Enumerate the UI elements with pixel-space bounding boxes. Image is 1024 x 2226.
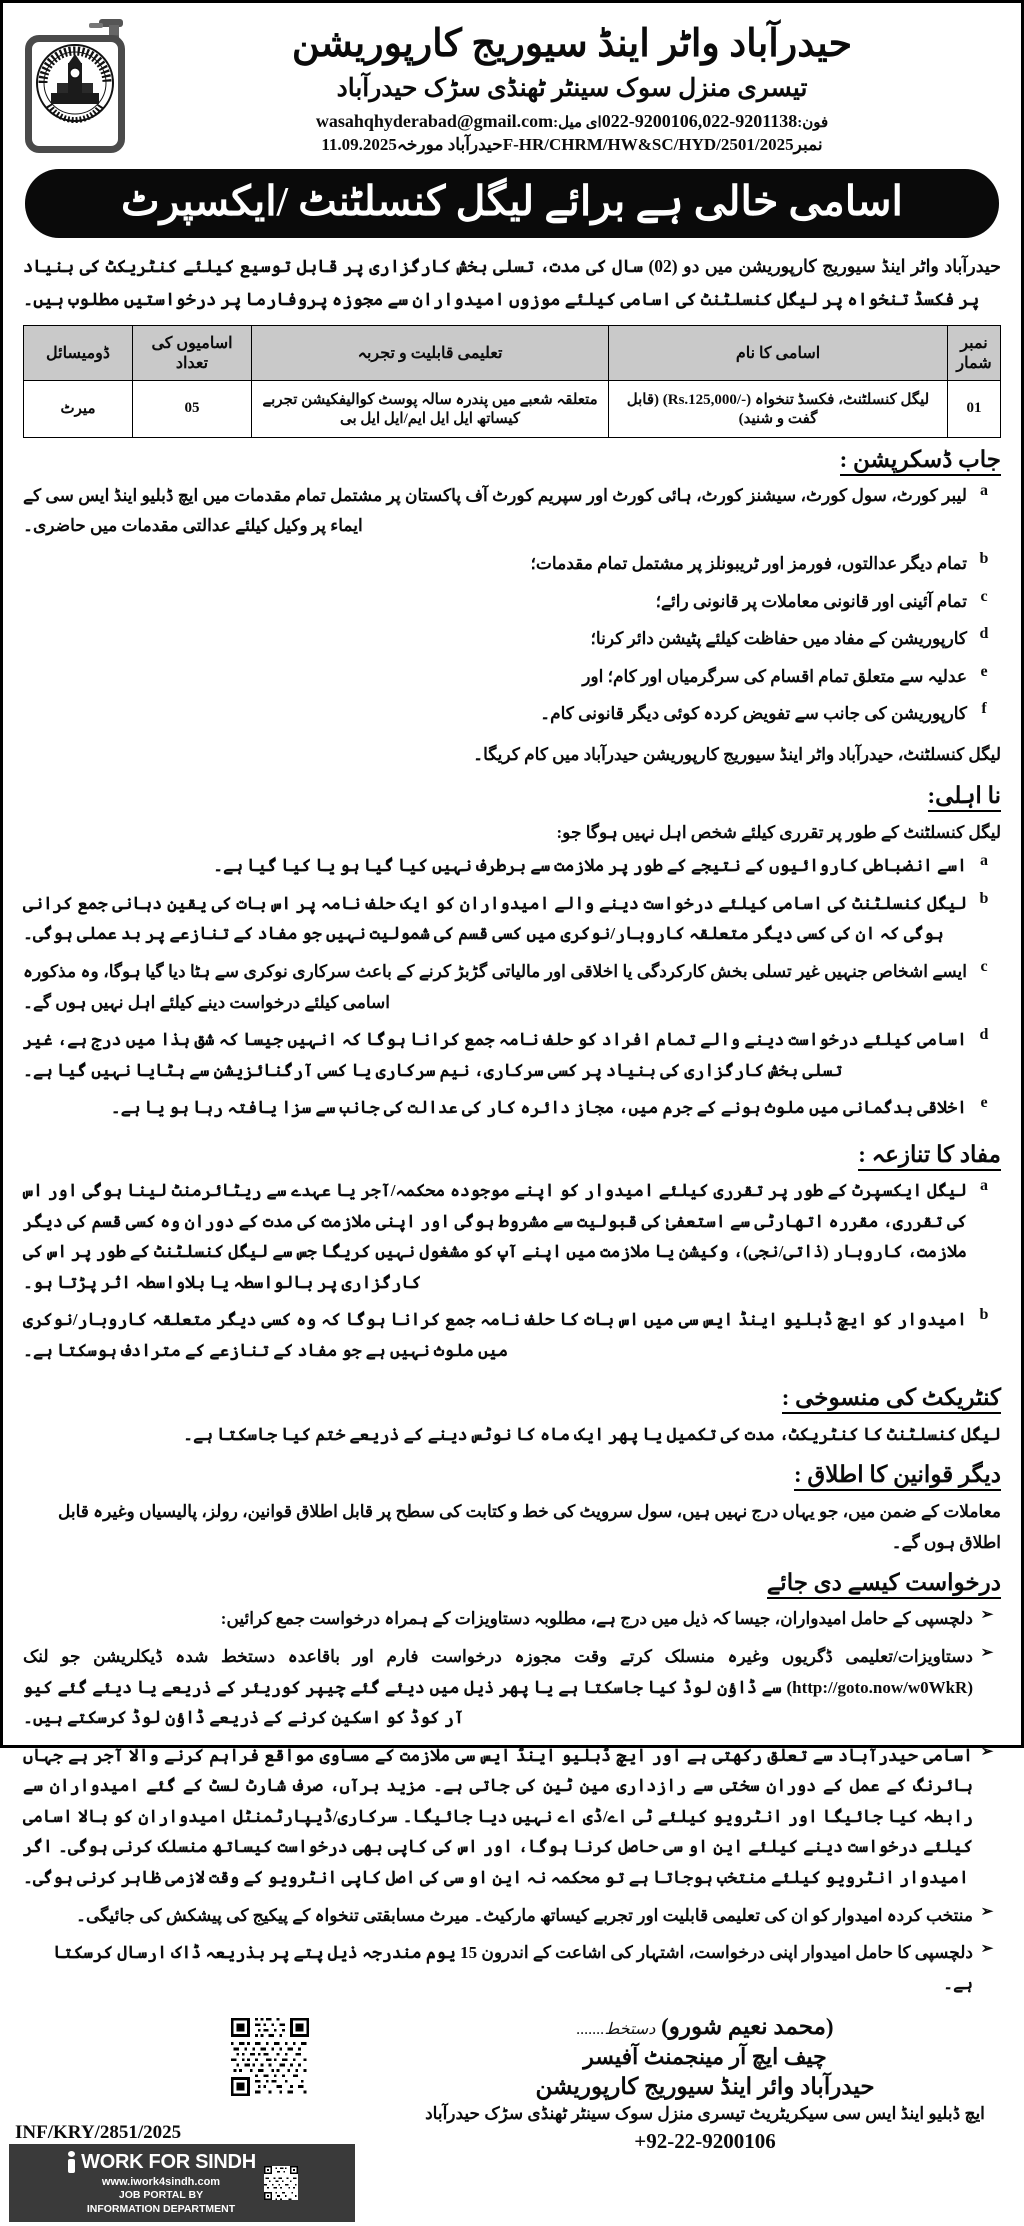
introduction-paragraph: حیدرآباد واٹر اینڈ سیوریج کارپوریشن میں دو (02) سال کی مدت، تسلی بخش کارگزاری پر قابل توسیع کیلئے کنٹریکٹ کی بنیاد پر فکسڈ تنخواہ پر لیگل کنسلٹنٹ کی اسامی کیلئے موزوں امیدواران سے مجوزہ پروفارما پر درخواستیں مطلوب ہیں۔ xyxy=(23,256,1001,309)
column-header-domicile: ڈومیسائل xyxy=(24,325,133,380)
list-item xyxy=(23,1741,1001,1894)
list-item-text: کارپوریشن کے مفاد میں حفاظت کیلئے پٹیشن دائر کرنا؛ xyxy=(590,629,967,649)
job-description-closing: لیگل کنسلٹنٹ، حیدرآباد واٹر اینڈ سیوریج کارپوریشن حیدرآباد میں کام کریگا۔ xyxy=(473,745,1001,765)
cell-post: لیگل کنسلٹنٹ، فکسڈ تنخواہ (-/Rs.125,000) (قابل گفت و شنید) xyxy=(609,380,948,437)
cell-domicile: میرٹ xyxy=(24,380,133,437)
contact-line xyxy=(19,111,1005,132)
signature-block xyxy=(405,2014,1005,2154)
list-item-text: دلچسپی کا حامل امیدوار اپنی درخواست، اشتہار کی اشاعت کے اندرون 15 یوم مندرجہ ذیل پتے پر بذریعہ ڈاک ارسال کرسکتا ہے۔ xyxy=(53,1943,973,1993)
list-item xyxy=(23,957,1001,1018)
list-item xyxy=(23,889,1001,950)
organization-address: تیسری منزل سوک سینٹر ٹھنڈی سڑک حیدرآباد xyxy=(336,74,808,102)
list-item xyxy=(23,481,1001,542)
column-header-sr: نمبر شمار xyxy=(948,325,1001,380)
reference-label: نمبر xyxy=(793,135,823,154)
iwork-logo-icon xyxy=(66,2151,77,2173)
work-for-sindh-qr-code[interactable] xyxy=(264,2166,298,2200)
list-item-text: لیگل کنسلٹنٹ کی اسامی کیلئے درخواست دینے والے امیدواران کو ایک حلف نامہ پر اس بات کی یقین دہانی جمع کرانی ہوگی کہ ان کی کسی دیگر متعلقہ کاروبار/نوکری میں کسی قسم کی شمولیت نہیں جو مفاد کے تنازعے پر بد عملی ہوگی۔ xyxy=(23,893,967,944)
list-item xyxy=(23,851,1001,882)
list-item xyxy=(23,1093,1001,1124)
job-description-list xyxy=(9,481,1015,739)
section-heading-conflict-of-interest: مفاد کا تنازعہ : xyxy=(9,1142,1015,1171)
list-item-text: لیبر کورٹ، سول کورٹ، سیشنز کورٹ، ہائی کورٹ اور سپریم کورٹ آف پاکستان پر مشتمل تمام مقدمات میں ایچ ڈبلیو اینڈ ایس سی کے ایماء پر وکیل کیلئے عدالتی مقدمات میں حاضری۔ xyxy=(23,485,967,536)
clock-tower-seal-icon xyxy=(35,43,115,123)
column-header-post: اسامی کا نام xyxy=(609,325,948,380)
list-item-text: تمام دیگر عدالتوں، فورمز اور ٹریبونلز پر مشتمل تمام مقدمات؛ xyxy=(530,554,967,574)
inf-reference-code: INF/KRY/2851/2025 xyxy=(15,2122,182,2144)
work-for-sindh-sub2: INFORMATION DEPARTMENT xyxy=(86,2202,236,2215)
list-item-text: منتخب کردہ امیدوار کو ان کی تعلیمی قابلیت اور تجربے کیساتھ مارکیٹ۔ میرٹ مسابقتی تنخواہ کے پیکیج کی پیشکش کی جائیگی۔ xyxy=(75,1905,973,1925)
issue-date: 11.09.2025 xyxy=(321,135,397,154)
vacancy-table xyxy=(23,325,1001,438)
phone-numbers: 022-9200106,022-9201138 xyxy=(601,111,798,131)
footer xyxy=(9,2014,1015,2226)
list-item-text: تمام آئینی اور قانونی معاملات پر قانونی رائے؛ xyxy=(655,591,967,611)
signatory-role: چیف ایچ آر مینجمنٹ آفیسر xyxy=(583,2044,827,2070)
list-marker: d xyxy=(979,1026,989,1044)
signatory-address: ایچ ڈبلیو اینڈ ایس سی سیکریٹریٹ تیسری منزل سوک سینٹر ٹھنڈی سڑک حیدرآباد xyxy=(425,2104,985,2124)
work-for-sindh-title: WORK FOR SINDH xyxy=(81,2150,256,2173)
list-item xyxy=(23,1642,1001,1734)
list-marker: a xyxy=(980,852,988,870)
list-marker: f xyxy=(981,700,987,718)
signature-name-line xyxy=(405,2014,1005,2040)
email-label: ای میل: xyxy=(553,115,602,131)
arrow-bullet-icon: ➢ xyxy=(980,1941,994,1958)
cell-sr: 01 xyxy=(948,380,1001,437)
reference-number: F-HR/CHRM/HW&SC/HYD/2501/2025 xyxy=(502,135,794,154)
conflict-of-interest-list xyxy=(9,1176,1015,1376)
list-item-text: کارپوریشن کی جانب سے تفویض کردہ کوئی دیگر قانونی کام۔ xyxy=(540,704,967,724)
other-laws-text: معاملات کے ضمن میں، جو یہاں درج نہیں ہیں، سول سرویٹ کی خط و کتابت کی سطح پر قابل اطلاق قوانین، رولز، پالیسیاں وغیرہ قابل اطلاق ہوں گے۔ xyxy=(57,1502,1001,1552)
list-marker: e xyxy=(980,1094,988,1112)
list-item xyxy=(23,662,1001,693)
list-item-text: اسامی کیلئے درخواست دینے والے تمام افراد کو حلف نامہ جمع کرانا ہوگا کہ انہیں جیسا کہ شق ہذا میں درج ہے، غیر تسلی بخش کارگزاری کی بنیاد پر کسی سرکاری، نیم سرکاری یا کسی آرگنائزیشن سے ہٹایا نہیں گیا ہے۔ xyxy=(23,1030,967,1080)
list-item-text: امیدوار کو ایچ ڈبلیو اینڈ ایس سی میں اس بات کا حلف نامہ جمع کرانا ہوگا کہ وہ کسی دیگر متعلقہ کاروبار/نوکری میں ملوث نہیں ہے جو مفاد کے تنازعے کے مترادف ہوسکتا ہے۔ xyxy=(23,1310,967,1360)
list-item xyxy=(23,1901,1001,1932)
list-item-text: لیگل ایکسپرٹ کے طور پر تقرری کیلئے امیدوار کو اپنے موجودہ محکمہ/آجر یا عہدے سے ریٹائرمنٹ لینا ہوگی اور اس کی تقرری، مقررہ اتھارٹی سے استعفیٰ کی قبولیت سے مشروط ہوگی اور اپنی ملازمت کی مدت کے دوران وہ کسی قسم کی دیگر ملازمت، کاروبار (ذاتی/نجی)، وکیشن یا ملازمت میں اپنے آپ کو مشغول نہیں کریگا جس سے لیگل کنسلٹنٹ کے طور پر اس کی کارگزاری پر بالواسطہ یا بلاواسطہ اثر پڑتا ہو۔ xyxy=(23,1180,967,1292)
column-header-count: اسامیوں کی تعداد xyxy=(133,325,252,380)
email-address: wasahqhyderabad@gmail.com xyxy=(315,111,554,131)
list-item xyxy=(23,1176,1001,1298)
work-for-sindh-banner[interactable] xyxy=(9,2144,355,2222)
list-item xyxy=(23,699,1001,730)
list-marker: c xyxy=(980,958,988,976)
signature-prefix: دستخط....... xyxy=(576,2021,656,2039)
date-label: حیدرآباد مورخہ xyxy=(396,135,503,154)
contract-termination-text: لیگل کنسلٹنٹ کا کنٹریکٹ، مدت کی تکمیل یا پھر ایک ماہ کا نوٹس دینے کے ذریعے ختم کیا جاسکتا ہے۔ xyxy=(183,1424,1001,1444)
list-item xyxy=(23,587,1001,618)
section-heading-other-laws: دیگر قوانین کا اطلاق : xyxy=(9,1462,1015,1491)
list-item-text: اسامی حیدرآباد سے تعلق رکھتی ہے اور ایچ ڈبلیو اینڈ ایس سی ملازمت کے مساوی مواقع فراہم کرنے والا آجر ہے جہاں ہائرنگ کے عمل کے دوران سختی سے رازداری مین ٹین کی جاتی ہے۔ مزید برآں، صرف شارٹ لسٹ کے گئے امیدواران سے رابطہ کیا جائیگا اور انٹرویو کیلئے ٹی اے/ڈی اے نہیں دیا جائیگا۔ سرکاری/ڈیپارٹمنٹل امیدواران کو بالا اسامی کیلئے درخواست دینے کیلئے این او سی حاصل کرنا ہوگا، اور اس کی کاپی بھی درخواست کیساتھ منسلک کرنی ہوگی۔ اگر امیدوار انٹرویو کیلئے منتخب ہوجاتا ہے تو محکمہ نہ این او سی کی اصل کاپی انٹرویو کے وقت لازمی ظاہر کرنی ہوگی۔ xyxy=(23,1745,974,1888)
table-row xyxy=(24,380,1001,437)
ineligibility-lead: لیگل کنسلٹنٹ کے طور پر تقرری کیلئے شخص اہل نہیں ہوگا جو: xyxy=(556,822,1001,842)
reference-line xyxy=(19,134,1005,155)
list-item-text: ایسے اشخاص جنہیں غیر تسلی بخش کارکردگی یا اخلاقی اور مالیاتی گڑبڑ کرنے کے باعث سرکاری نوکری سے ہٹا دیا گیا ہوگا، وہ مذکورہ اسامی کیلئے درخواست دینے کیلئے اہل نہیں ہوں گے۔ xyxy=(23,962,967,1012)
application-form-qr-code[interactable] xyxy=(231,2018,309,2096)
advertisement-title-banner: اسامی خالی ہے برائے لیگل کنسلٹنٹ /ایکسپرٹ xyxy=(25,169,999,238)
signature-name: (محمد نعیم شورو) xyxy=(661,2014,834,2040)
list-marker: b xyxy=(979,550,989,568)
organization-name: حیدرآباد واٹر اینڈ سیوریج کارپوریشن xyxy=(291,23,853,65)
signatory-phone: +92-22-9200106 xyxy=(634,2129,776,2154)
list-marker: e xyxy=(980,662,988,680)
arrow-bullet-icon: ➢ xyxy=(980,1903,994,1920)
section-heading-how-to-apply: درخواست کیسے دی جائے xyxy=(9,1570,1015,1599)
arrow-bullet-icon: ➢ xyxy=(980,1743,994,1760)
list-marker: c xyxy=(980,587,988,605)
work-for-sindh-texts xyxy=(66,2151,256,2216)
column-header-qualification: تعلیمی قابلیت و تجربہ xyxy=(252,325,609,380)
list-item-text: دلچسپی کے حامل امیدواران، جیسا کہ ذیل میں درج ہے، مطلوبہ دستاویزات کے ہمراہ درخواست جمع کرائیں: xyxy=(220,1609,973,1629)
list-item-text: دستاویزات/تعلیمی ڈگریوں وغیرہ منسلک کرتے وقت مجوزہ درخواست فارم اور باقاعدہ دستخط شدہ ڈیکلریشن جو لنک (http://goto.now/w0WkR) سے ڈاؤن لوڈ کیا جاسکتا ہے یا پھر ذیل میں دیئے گئے چیپر کوریئر کے ذریعے یا دیئے گئے کیو آر کوڈ کو اسکین کرنے کے ذریعے ڈاؤن لوڈ کرسکتے ہیں۔ xyxy=(23,1646,973,1728)
wasa-hyderabad-logo xyxy=(23,17,135,157)
section-heading-contract-termination: کنٹریکٹ کی منسوخی : xyxy=(9,1385,1015,1414)
list-marker: b xyxy=(979,1306,989,1324)
list-marker: b xyxy=(979,889,989,907)
ineligibility-list xyxy=(9,851,1015,1133)
cell-count: 05 xyxy=(133,380,252,437)
arrow-bullet-icon: ➢ xyxy=(980,1607,994,1624)
list-marker: a xyxy=(980,1176,988,1194)
how-to-apply-list xyxy=(9,1604,1015,2008)
page-inner-border xyxy=(9,9,1015,2215)
work-for-sindh-title-row xyxy=(66,2151,256,2174)
list-marker: a xyxy=(980,481,988,499)
work-for-sindh-sub1: JOB PORTAL BY xyxy=(118,2188,204,2201)
phone-label: فون: xyxy=(797,115,829,131)
list-item xyxy=(23,1938,1001,1999)
list-item xyxy=(23,1604,1001,1635)
list-item xyxy=(23,1025,1001,1086)
section-heading-ineligibility: نا اہلی: xyxy=(9,783,1015,812)
table-header-row xyxy=(24,325,1001,380)
list-item xyxy=(23,1305,1001,1366)
cell-qualification: متعلقہ شعبے میں پندرہ سالہ پوسٹ کوالیفکیشن تجربے کیساتھ ایل ایل ایم/ایل ایل بی xyxy=(252,380,609,437)
header xyxy=(9,9,1015,161)
list-item xyxy=(23,624,1001,655)
signatory-organization: حیدرآباد وائر اینڈ سیوریج کارپوریشن xyxy=(535,2074,875,2100)
arrow-bullet-icon: ➢ xyxy=(980,1644,994,1661)
work-for-sindh-url[interactable]: www.iwork4sindh.com xyxy=(101,2175,221,2188)
section-heading-job-description: جاب ڈسکرپشن : xyxy=(9,447,1015,476)
list-item-text: اسے انضباطی کاروائیوں کے نتیجے کے طور پر ملازمت سے برطرف نہیں کیا گیا ہو یا کیا گیا ہے۔ xyxy=(213,856,967,876)
list-item-text: عدلیہ سے متعلق تمام اقسام کی سرگرمیاں اور کام؛ اور xyxy=(582,666,967,686)
work-for-sindh-inner xyxy=(66,2151,298,2216)
list-marker: d xyxy=(979,625,989,643)
list-item-text: اخلاقی بدگمانی میں ملوث ہونے کے جرم میں، مجاز دائرہ کار کی عدالت کی جانب سے سزا یافتہ رہا ہو یا ہے۔ xyxy=(110,1098,967,1118)
list-item xyxy=(23,549,1001,580)
